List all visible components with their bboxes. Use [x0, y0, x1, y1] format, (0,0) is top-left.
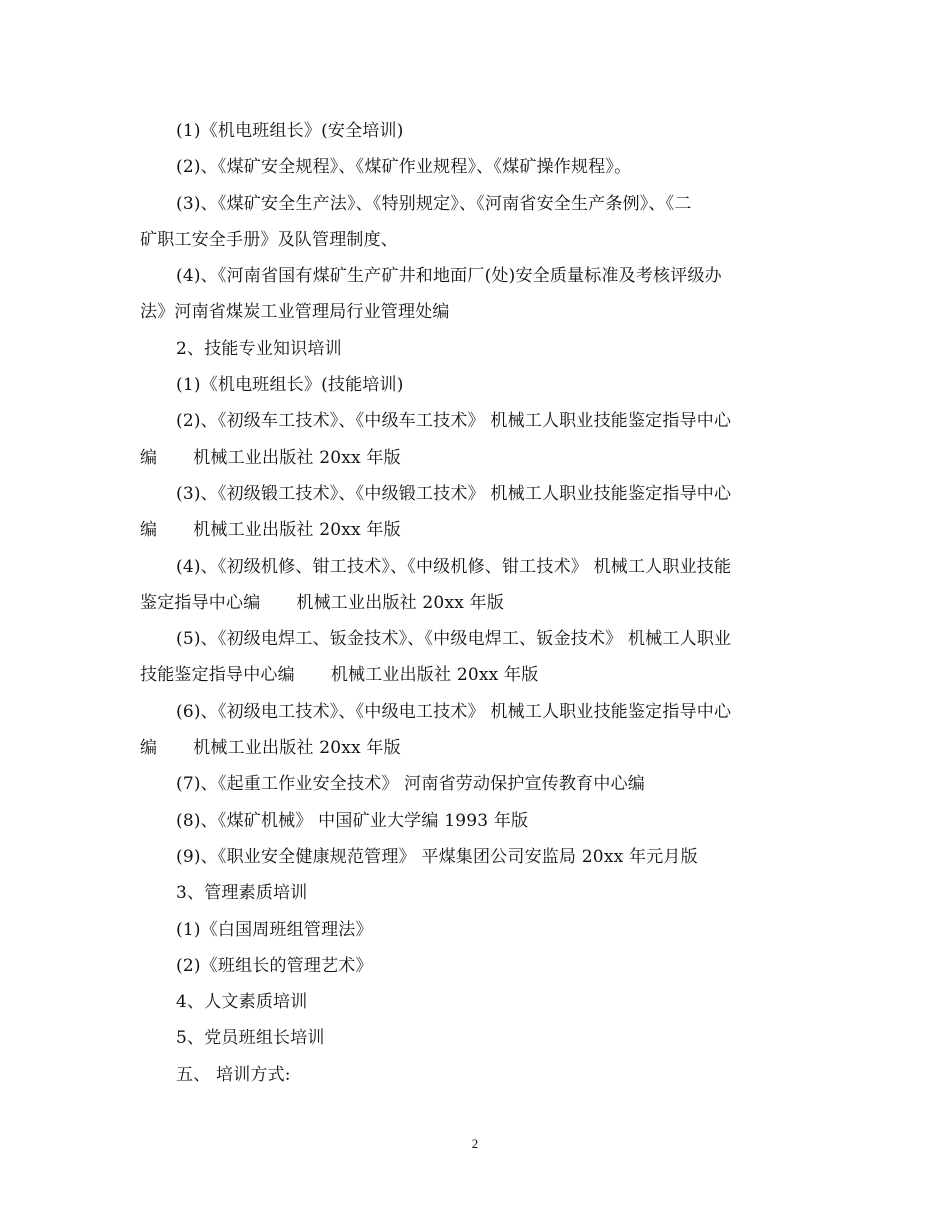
text-line [140, 585, 810, 621]
text-line [140, 621, 810, 657]
text-line [140, 149, 810, 185]
section-heading [140, 984, 810, 1020]
section-heading [140, 331, 810, 367]
text-line-content: (2)、《初级车工技术》、《中级车工技术》 机械工人职业技能鉴定指导中心 [176, 411, 732, 432]
text-line [140, 839, 810, 875]
text-line-content: (8)、《煤矿机械》 中国矿业大学编 1993 年版 [176, 810, 529, 831]
page-number: 2 [471, 1136, 479, 1151]
text-line-content: (3)、《初级锻工技术》、《中级锻工技术》 机械工人职业技能鉴定指导中心 [176, 483, 732, 504]
text-line [140, 367, 810, 403]
text-line-content: (7)、《起重工作业安全技术》 河南省劳动保护宣传教育中心编 [176, 774, 645, 795]
text-line [140, 803, 810, 839]
document-body [140, 113, 810, 1093]
text-line-content: (4)、《河南省国有煤矿生产矿井和地面厂(处)安全质量标准及考核评级办 [176, 266, 722, 287]
text-line [140, 948, 810, 984]
text-line-content: (2)、《煤矿安全规程》、《煤矿作业规程》、《煤矿操作规程》。 [176, 157, 632, 178]
text-line-content: (6)、《初级电工技术》、《中级电工技术》 机械工人职业技能鉴定指导中心 [176, 701, 732, 722]
text-line [140, 657, 810, 693]
publisher-text: 机械工业出版社 20xx 年版 [193, 738, 401, 759]
text-line [140, 730, 810, 766]
text-line [140, 113, 810, 149]
text-line [140, 440, 810, 476]
text-line-content: 2、技能专业知识培训 [176, 338, 342, 359]
publisher-text: 机械工业出版社 20xx 年版 [193, 520, 401, 541]
text-line-content: 法》河南省煤炭工业管理局行业管理处编 [140, 302, 450, 323]
text-line [140, 186, 810, 222]
text-line-content: 4、人文素质培训 [176, 992, 308, 1013]
section-heading [140, 1057, 810, 1093]
text-line-content: (2)《班组长的管理艺术》 [176, 955, 373, 976]
text-line-content: 编 [140, 738, 158, 759]
section-heading [140, 1020, 810, 1056]
text-line-content: (5)、《初级电焊工、钣金技术》、《中级电焊工、钣金技术》 机械工人职业 [176, 629, 732, 650]
text-line-content: 编 [140, 520, 158, 541]
publisher-text: 机械工业出版社 20xx 年版 [296, 592, 505, 613]
text-line-content: (4)、《初级机修、钳工技术》、《中级机修、钳工技术》 机械工人职业技能 [176, 556, 732, 577]
text-line-content: 技能鉴定指导中心编 [140, 665, 295, 686]
text-line [140, 403, 810, 439]
text-line-content: 5、党员班组长培训 [176, 1028, 325, 1049]
text-line-content: 矿职工安全手册》及队管理制度、 [140, 229, 398, 250]
text-line [140, 549, 810, 585]
text-line-content: 五、 培训方式: [176, 1064, 291, 1085]
text-line-content: 编 [140, 447, 158, 468]
section-heading [140, 875, 810, 911]
text-line [140, 766, 810, 802]
text-line-content: (1)《机电班组长》(安全培训) [176, 121, 404, 141]
text-line [140, 912, 810, 948]
text-line-content: 鉴定指导中心编 [140, 592, 261, 613]
publisher-text: 机械工业出版社 20xx 年版 [193, 447, 401, 468]
text-line-content: 3、管理素质培训 [176, 883, 308, 904]
text-line [140, 694, 810, 730]
text-line [140, 222, 810, 258]
text-line-content: (1)《白国周班组管理法》 [176, 919, 373, 940]
text-line [140, 512, 810, 548]
text-line [140, 258, 810, 294]
text-line [140, 476, 810, 512]
text-line-content: (1)《机电班组长》(技能培训) [176, 375, 404, 396]
publisher-text: 机械工业出版社 20xx 年版 [330, 665, 539, 686]
text-line [140, 294, 810, 330]
text-line-content: (9)、《职业安全健康规范管理》 平煤集团公司安监局 20xx 年元月版 [176, 846, 698, 867]
text-line-content: (3)、《煤矿安全生产法》、《特别规定》、《河南省安全生产条例》、《二 [176, 193, 692, 214]
